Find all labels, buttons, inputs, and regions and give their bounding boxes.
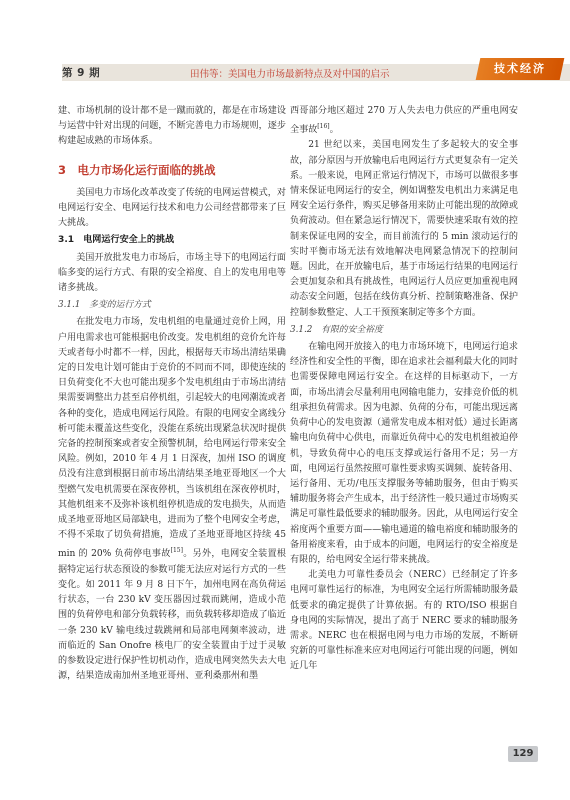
section-badge-label: 技术经济 <box>494 62 546 75</box>
paragraph: 在输电网开放接入的电力市场环境下，电网运行追求经济性和安全性的平衡，即在追求社会福利最大化的同时也需要保障电网运行安全。在这样的目标驱动下，一方面，市场出清会尽量利用电网输电能力，安排竞价低的机组承担负荷需求。因为电源、负荷的分布，可能出现远离负荷中心的发电资源（通常发电成本相对低）通过长距离输电向负荷中心供电，而靠近负荷中心的发电机组被迫停机，导致负荷中心的电压支撑或运行备用不足；另一方面，电网运行虽然按照可靠性要求购买调频、旋转备用、运行备用、无功/电压支撑服务等辅助服务，但由于购买辅助服务将会产生成本，出于经济性一般只通过市场购买满足可靠性最低要求的辅助服务。因此，从电网运行安全裕度两个重要方面——输电通道的输电裕度和辅助服务的备用裕度来看，由于成本的问题，电网运行的安全裕度是有限的，给电网安全运行带来挑战。 <box>290 342 518 565</box>
paragraph-text: 。 <box>329 125 339 136</box>
citation: [16] <box>317 123 330 131</box>
subsubsection-title: 3.1.1 多变的运行方式 <box>58 300 151 311</box>
paragraph <box>290 104 518 138</box>
paragraph <box>58 315 286 684</box>
paragraph: 美国开放批发电力市场后，市场主导下的电网运行面临多变的运行方式、有限的安全裕度、自上的发电用电等诸多挑战。 <box>58 252 286 294</box>
subsection-title: 3.1 电网运行安全上的挑战 <box>58 235 175 246</box>
paragraph: 北美电力可靠性委员会（NERC）已经制定了许多电网可靠性运行的标准，为电网安全运行所需辅助服务最低要求的确定提供了计算依据。有的 RTO/ISO 根据自身电网的实际情况，提出了高于 NERC 要求的辅助服务需求。NERC 也在根据电网与电力市场的发展，不断研究新的可靠性标准来应对电网运行可能出现的问题，例如近几年 <box>290 570 518 672</box>
paragraph-text: 在批发电力市场，发电机组的电量通过竞价上网，用户用电需求也可能根据电价改变。发电机组的竞价允许每天或者每小时都不一样，因此，根据每天市场出清结果确定的日发电计划可能由于竞价的不同而不同，即使连续的日负荷变化不大也可能出现多个发电机组由于市场出清结果需要调整出力甚至启停机组，引起较大的电网潮流或者各种的变化，造成电网运行风险。有限的电网安全离线分析可能未覆盖这些变化，没能在系统出现紧急状况时提供完备的控制预案或者安全预警机制，给电网运行带来安全风险。例如，2010 年 4 月 1 日深夜，加州 ISO 的调度员没有注意到根据日前市场出清结果圣地亚哥地区一个大型燃气发电机需要在深夜停机，当该机组在深夜停机时，其他机组来不及弥补该机组停机造成的发电损失，从而造成圣地亚哥地区局部缺电，进而为了整个电网安全考虑，不得不采取了切负荷措施，造成了圣地亚哥地区持续 45 min 的 20% 负荷停电事故 <box>58 317 286 560</box>
right-column <box>290 104 518 675</box>
section-badge <box>476 58 565 80</box>
section-title: 3 电力市场化运行面临的挑战 <box>58 162 216 177</box>
running-title: 田伟等：美国电力市场最新特点及对中国的启示 <box>190 69 390 80</box>
paragraph: 21 世纪以来，美国电网发生了多起较大的安全事故，部分原因与开放输电后电网运行方式更复杂有一定关系。一般来说，电网正常运行情况下，市场可以做很多事情来保证电网运行的安全，例如调整发电机出力来满足电网安全运行条件，购买足够备用来防止可能出现的故障或负荷波动。但在紧急运行情况下，需要快速采取有效的控制来保证电网的安全，而目前流行的 5 min 滚动运行的实时平衡市场无法有效地解决电网紧急情况下的控制问题。因此，在开放输电后，基于市场运行结果的电网运行会更加复杂和具有挑战性，电网运行人员应更加重视电网动态安全问题，包括在线仿真分析、控制策略准备、保护控制参数整定、人工干预预案制定等多个方面。 <box>290 140 518 318</box>
subsubsection-title: 3.1.2 有限的安全裕度 <box>290 324 383 335</box>
paragraph-text: 。另外，电网安全装置根据特定运行状态预设的参数可能无法应对运行方式的一些变化。如 2011 年 9 月 8 日下午，加州电网在高负荷运行状态，一台 230 kV 变压器因过载而跳闸，造成小范围的负荷停电和部分负载转移，而负载转移却造成了临近一条 230 kV 输电线过载跳闸和局部电网频率波动，进而临近的 San Onofre 核电厂的安全装置由于过于灵敏的参数设定进行保护性切机动作，造成电网突然失去大电源，结果造成南加州圣地亚哥州、亚利桑那州和墨 <box>58 549 286 682</box>
issue-number: 第 9 期 <box>62 67 101 79</box>
citation: [15] <box>170 547 183 555</box>
page-header <box>0 0 570 84</box>
left-column <box>58 104 286 684</box>
page-number: 129 <box>508 746 538 762</box>
paragraph-text: 西哥部分地区超过 270 万人失去电力供应的严重电网安全事故 <box>290 106 518 136</box>
paragraph: 建、市场机制的设计都不是一蹴而就的，都是在市场建设与运营中针对出现的问题，不断完善电力市场规则，逐步构建起成熟的市场体系。 <box>58 106 286 147</box>
paragraph: 美国电力市场化改革改变了传统的电网运营模式，对电网运行安全、电网运行技术和电力公司经营都带来了巨大挑战。 <box>58 187 286 229</box>
